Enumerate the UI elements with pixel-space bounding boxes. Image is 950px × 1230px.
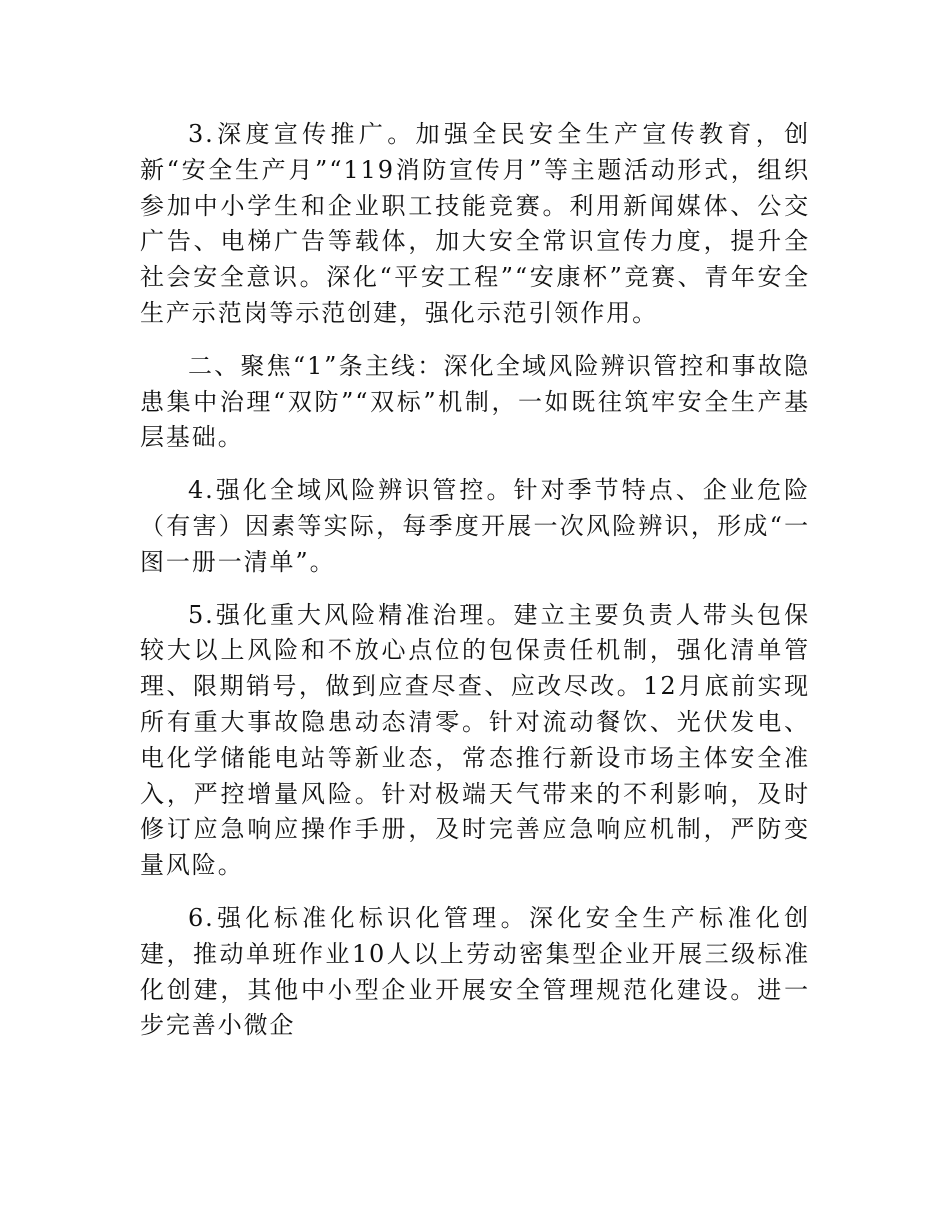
paragraph-standardization: 6.强化标准化标识化管理。深化安全生产标准化创建，推动单班作业10人以上劳动密集型企业开展三级标准化创建，其他中小型企业开展安全管理规范化建设。进一步完善小微企 bbox=[140, 903, 810, 1040]
section-heading-main-line: 二、聚焦“1”条主线：深化全域风险辨识管控和事故隐患集中治理“双防”“双标”机制，一如既往筑牢安全生产基层基础。 bbox=[140, 351, 810, 452]
paragraph-publicity-promotion: 3.深度宣传推广。加强全民安全生产宣传教育，创新“安全生产月”“119消防宣传月”等主题活动形式，组织参加中小学生和企业职工技能竞赛。利用新闻媒体、公交广告、电梯广告等载体，加大安全常识宣传力度，提升全社会安全意识。深化“平安工程”“安康杯”竞赛、青年安全生产示范岗等示范创建，强化示范引领作用。 bbox=[140, 120, 810, 327]
paragraph-major-risk-governance: 5.强化重大风险精准治理。建立主要负责人带头包保较大以上风险和不放心点位的包保责任机制，强化清单管理、限期销号，做到应查尽查、应改尽改。12月底前实现所有重大事故隐患动态清零。针对流动餐饮、光伏发电、电化学储能电站等新业态，常态推行新设市场主体安全准入，严控增量风险。针对极端天气带来的不利影响，及时修订应急响应操作手册，及时完善应急响应机制，严防变量风险。 bbox=[140, 600, 810, 880]
document-body bbox=[140, 117, 810, 1044]
paragraph-risk-identification: 4.强化全域风险辨识管控。针对季节特点、企业危险（有害）因素等实际，每季度开展一次风险辨识，形成“一图一册一清单”。 bbox=[140, 476, 810, 576]
